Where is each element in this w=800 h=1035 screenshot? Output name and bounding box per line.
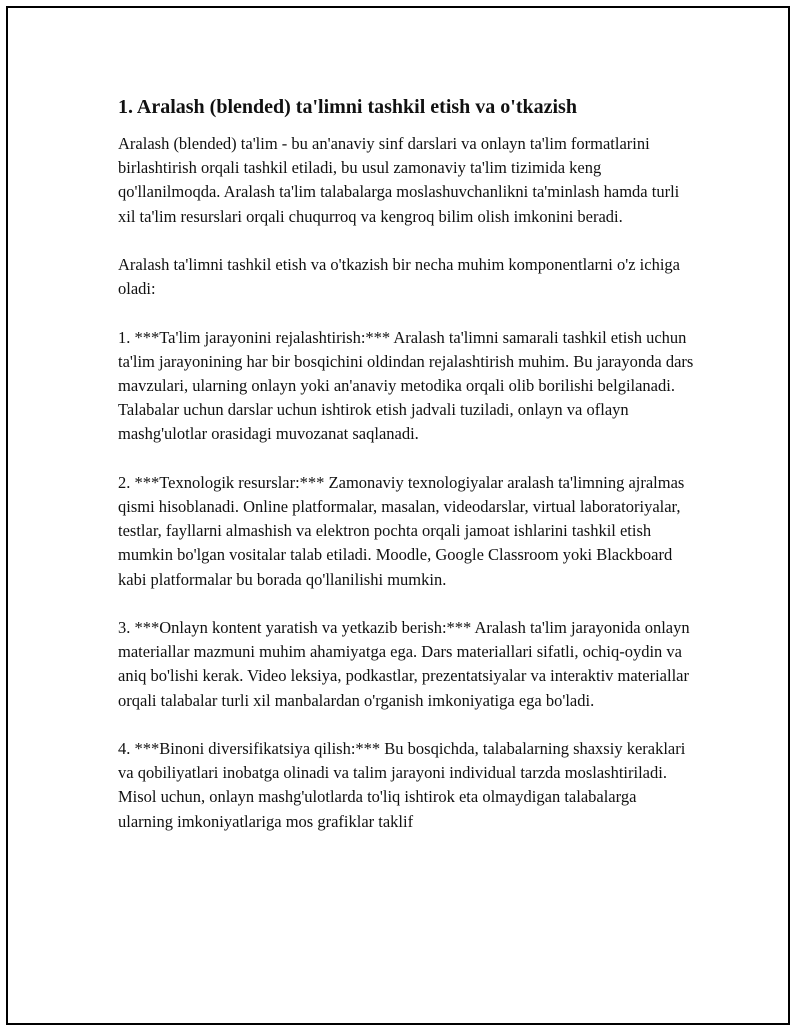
paragraph-item-3: 3. ***Onlayn kontent yaratish va yetkazib berish:*** Aralash ta'lim jarayonida onlayn materiallar mazmuni muhim ahamiyatga ega. Dars materiallari sifatli, ochiq-oydin va aniq bo'lishi kerak. Video leksiya, podkastlar, prezentatsiyalar va interaktiv materiallar orqali talabalar turli xil manbalardan o'rganish imkoniyatiga ega bo'ladi. bbox=[118, 618, 690, 710]
document-body bbox=[118, 94, 694, 858]
paragraph-intro: Aralash (blended) ta'lim - bu an'anaviy sinf darslari va onlayn ta'lim formatlarini birlashtirish orqali tashkil etiladi, bu usul zamonaviy ta'lim tizimida keng qo'llanilmoqda. Aralash ta'lim talabalarga moslashuvchanlikni ta'minlash hamda turli xil ta'lim resurslari orqali chuqurroq va kengroq bilim olish imkonini beradi. bbox=[118, 134, 680, 226]
paragraph-item-4: 4. ***Binoni diversifikatsiya qilish:*** Bu bosqichda, talabalarning shaxsiy keraklari va qobiliyatlari inobatga olinadi va talim jarayoni individual tarzda moslashtiriladi. Misol uchun, onlayn mashg'ulotlarda to'liq ishtirok eta olmaydigan talabalarga ularning imkoniyatlariga mos grafiklar taklif bbox=[118, 739, 686, 831]
paragraph-item-1: 1. ***Ta'lim jarayonini rejalashtirish:*** Aralash ta'limni samarali tashkil etish uchun ta'lim jarayonining har bir bosqichini oldindan rejalashtirish muhim. Bu jarayonda dars mavzulari, ularning onlayn yoki an'anaviy metodika orqali olib borilishi belgilanadi. Talabalar uchun darslar uchun ishtirok etish jadvali tuziladi, onlayn va oflayn mashg'ulotlar orasidagi muvozanat saqlanadi. bbox=[118, 327, 694, 444]
section-heading: 1. Aralash (blended) ta'limni tashkil etish va o'tkazish bbox=[118, 96, 577, 118]
paragraph-components: Aralash ta'limni tashkil etish va o'tkazish bir necha muhim komponentlarni o'z ichiga oladi: bbox=[118, 255, 680, 299]
paragraph-item-2: 2. ***Texnologik resurslar:*** Zamonaviy texnologiyalar aralash ta'limning ajralmas qismi hisoblanadi. Online platformalar, masalan, videodarslar, virtual laboratoriyalar, testlar, fayllarni almashish va elektron pochta orqali jamoat ishlarini tashkil etish mumkin bo'lgan vositalar talab etiladi. Moodle, Google Classroom yoki Blackboard kabi platformalar bu borada qo'llanilishi mumkin. bbox=[118, 472, 685, 589]
